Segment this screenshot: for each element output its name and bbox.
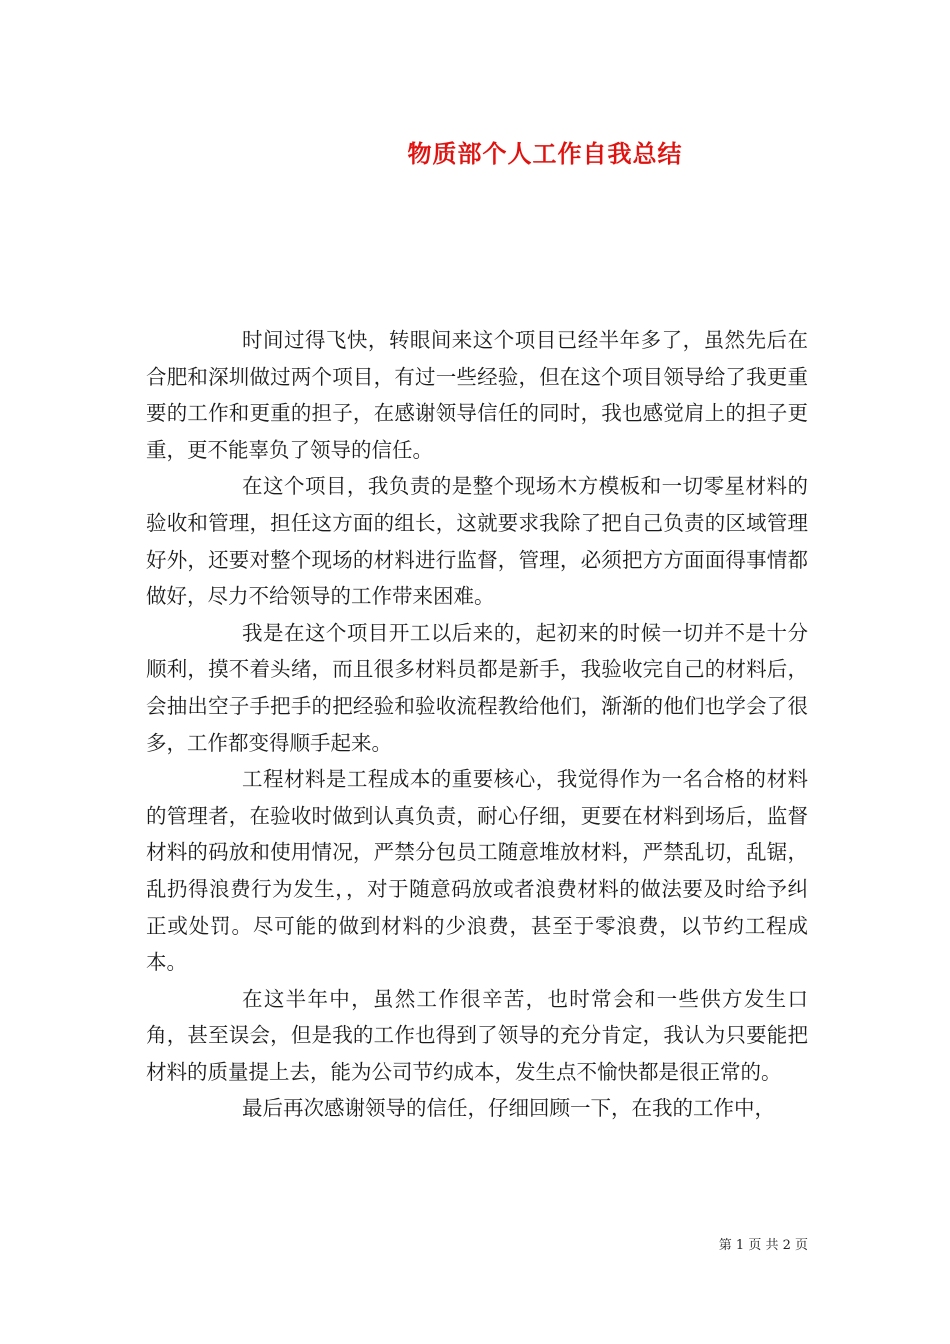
paragraph: 我是在这个项目开工以后来的，起初来的时候一切并不是十分顺利，摸不着头绪，而且很多材料员都是新手，我验收完自己的材料后，会抽出空子手把手的把经验和验收流程教给他们，渐渐的他们也学会了很多，工作都变得顺手起来。: [146, 620, 808, 755]
paragraph: 最后再次感谢领导的信任，仔细回顾一下，在我的工作中，: [242, 1096, 775, 1121]
page-number-footer: 第 1 页 共 2 页: [718, 1238, 808, 1253]
document-body: [146, 322, 808, 1127]
document-title: 物质部个人工作自我总结: [407, 139, 683, 168]
paragraph: 在这个项目，我负责的是整个现场木方模板和一切零星材料的验收和管理，担任这方面的组长，这就要求我除了把自己负责的区域管理好外，还要对整个现场的材料进行监督，管理，必须把方方面面得事情都做好，尽力不给领导的工作带来困难。: [146, 474, 808, 609]
paragraph: 时间过得飞快，转眼间来这个项目已经半年多了，虽然先后在合肥和深圳做过两个项目，有过一些经验，但在这个项目领导给了我更重要的工作和更重的担子，在感谢领导信任的同时，我也感觉肩上的担子更重，更不能辜负了领导的信任。: [146, 328, 808, 462]
paragraph: 在这半年中，虽然工作很辛苦，也时常会和一些供方发生口角，甚至误会，但是我的工作也得到了领导的充分肯定，我认为只要能把材料的质量提上去，能为公司节约成本，发生点不愉快都是很正常的。: [146, 986, 808, 1084]
paragraph: 工程材料是工程成本的重要核心，我觉得作为一名合格的材料的管理者，在验收时做到认真负责，耐心仔细，更要在材料到场后，监督材料的码放和使用情况，严禁分包员工随意堆放材料，严禁乱切，乱锯，乱扔得浪费行为发生，，对于随意码放或者浪费材料的做法要及时给予纠正或处罚。尽可能的做到材料的少浪费，甚至于零浪费，以节约工程成本。: [146, 767, 808, 975]
